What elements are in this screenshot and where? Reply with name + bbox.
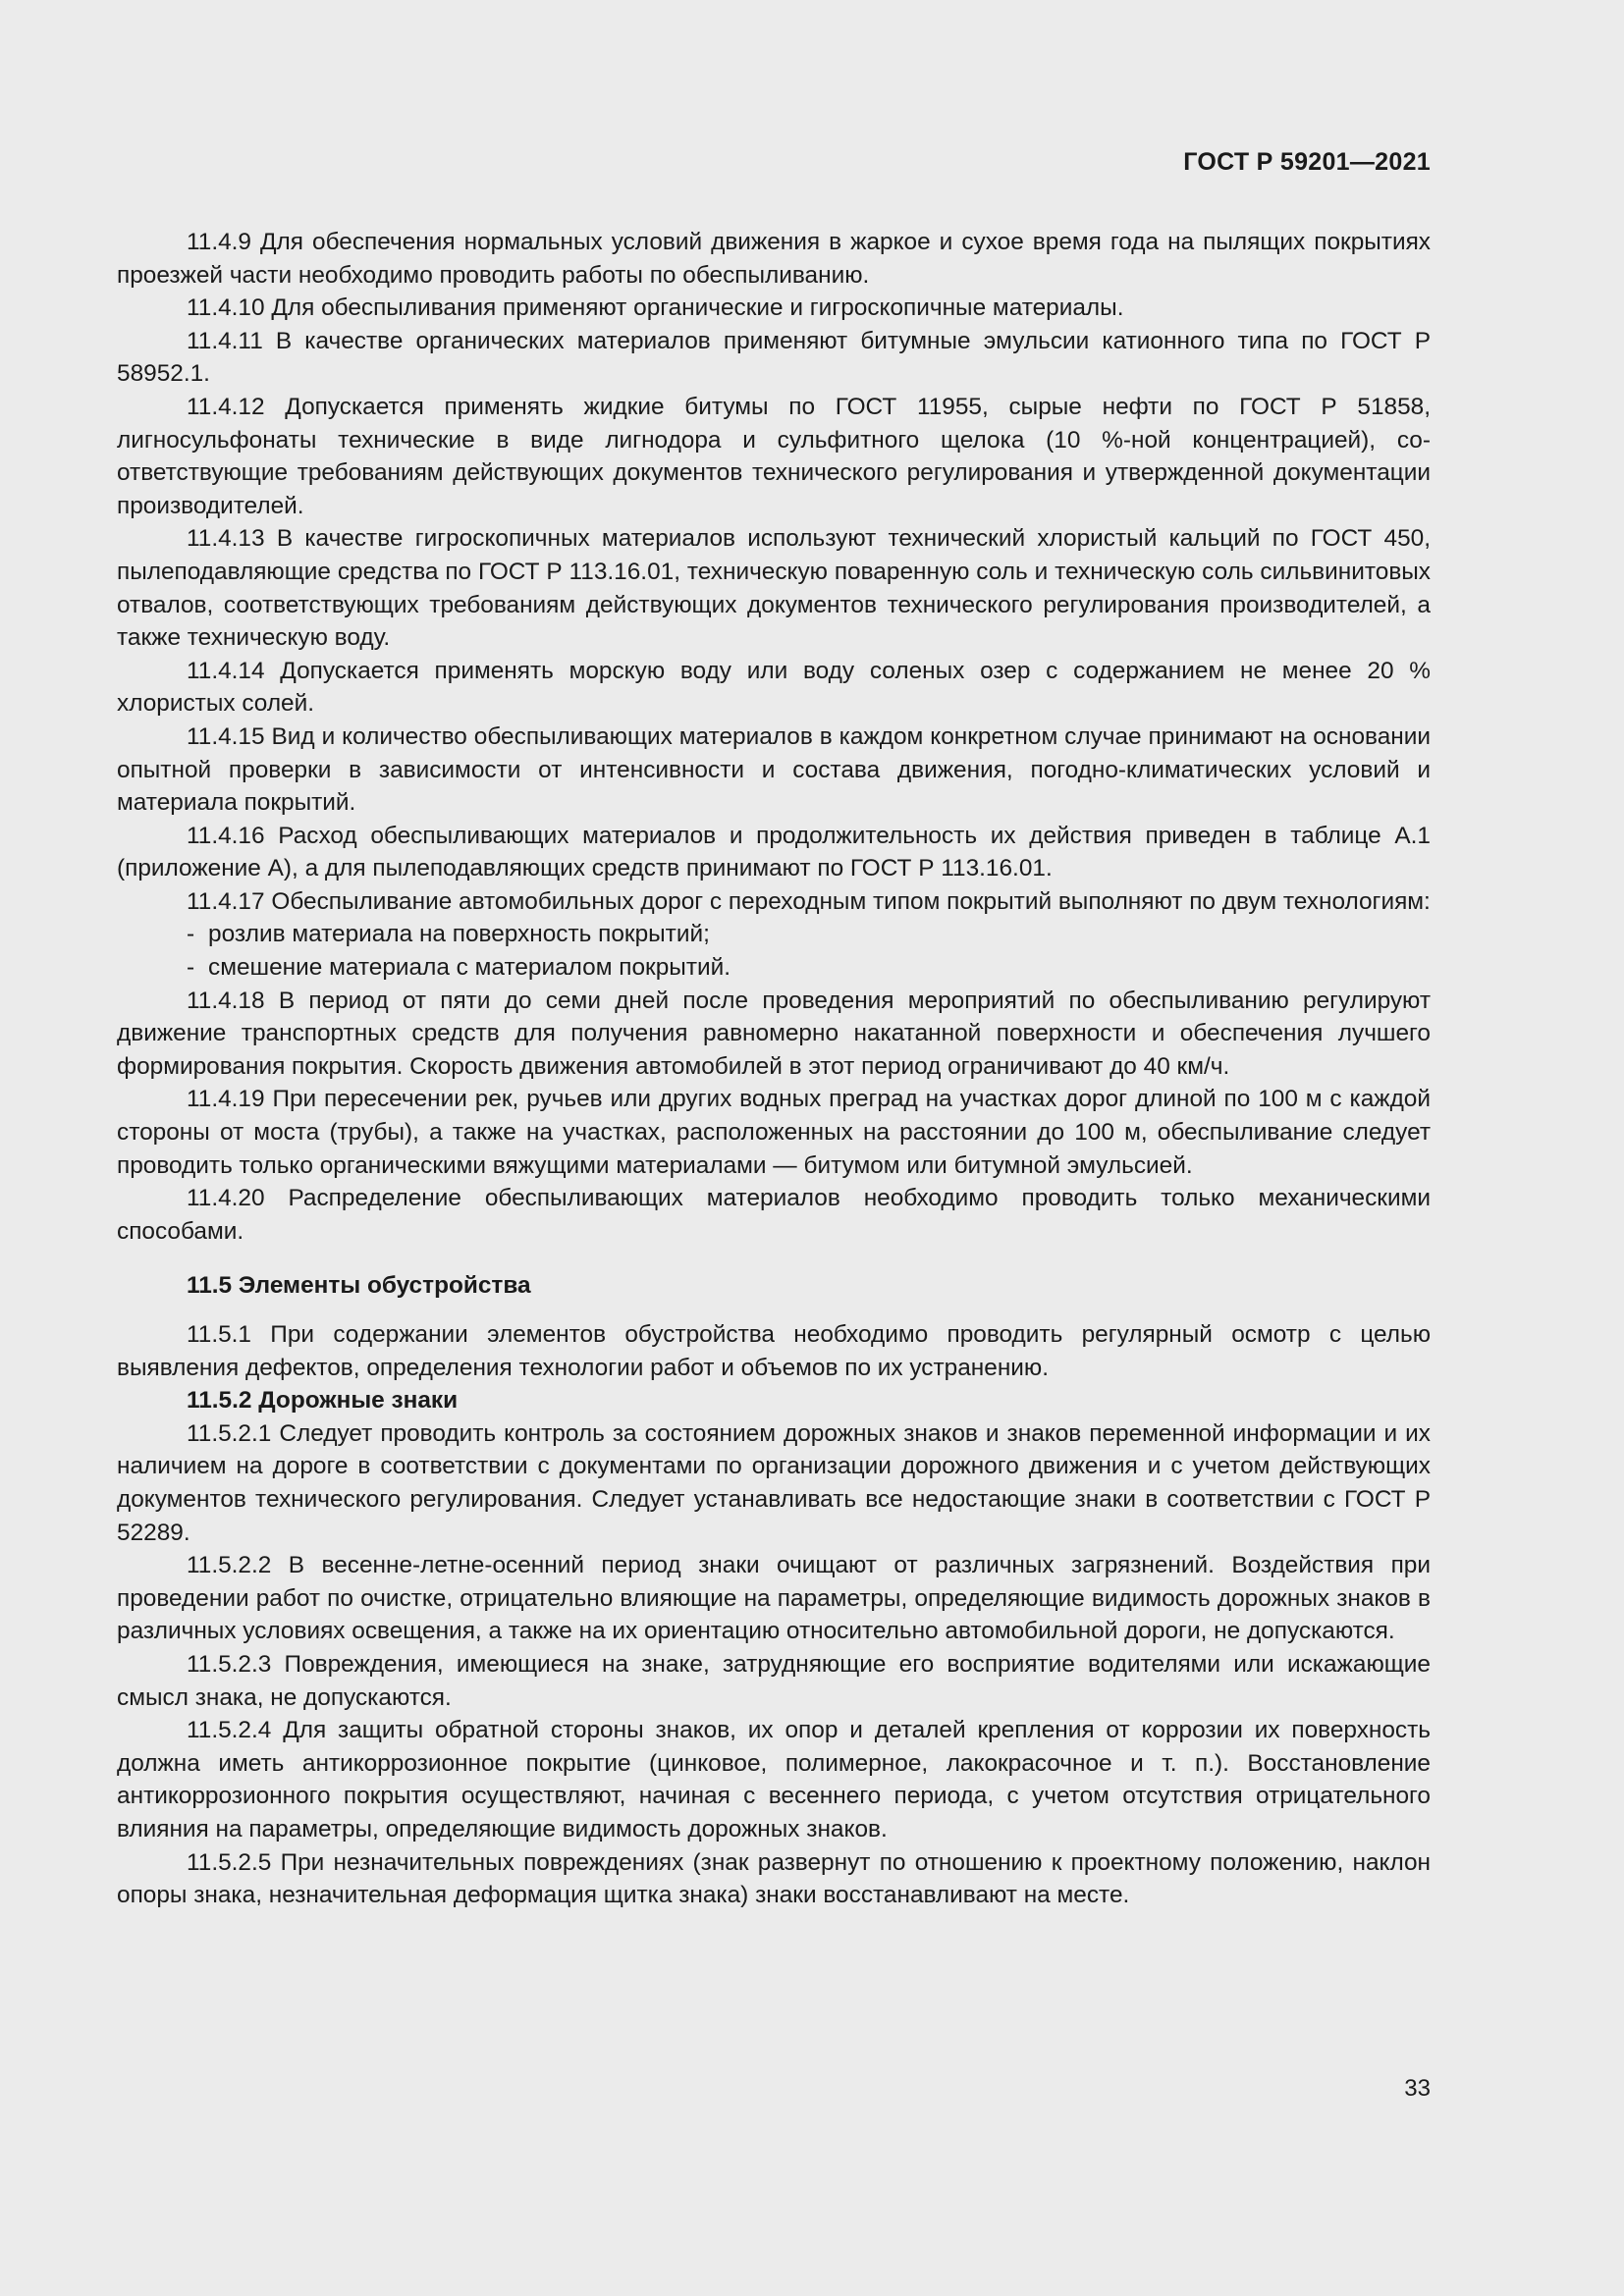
list-item-text: смешение материала с материалом покрытий. xyxy=(208,954,731,982)
list-dash: - xyxy=(187,921,195,948)
paragraph-11-4-10: 11.4.10 Для обеспыливания применяют органические и гигроскопичные материалы. xyxy=(187,294,1124,322)
list-item xyxy=(117,951,1431,985)
paragraph-11-4-20: 11.4.20 Распределение обеспыливающих материалов необходимо проводить только механическими способами. xyxy=(117,1185,1431,1245)
page-number: 33 xyxy=(1404,2075,1431,2102)
section-heading-11-5: 11.5 Элементы обустройства xyxy=(187,1272,531,1300)
list-item xyxy=(117,918,1431,951)
paragraph-11-5-2-3: 11.5.2.3 Повреждения, имеющиеся на знаке, затрудняющие его восприятие водителями или искажающие смысл знака, не допускаются. xyxy=(117,1650,1431,1711)
document-code-header: ГОСТ Р 59201—2021 xyxy=(1183,148,1431,176)
paragraph-11-4-15: 11.4.15 Вид и количество обеспыливающих материалов в каждом конкретном случае принимают на основании опытной проверки в зависимости от интенсивности и состава движения, погодно-климатических условий и материала покрытий. xyxy=(117,722,1431,817)
paragraph-11-4-13: 11.4.13 В качестве гигроскопичных материалов используют технический хлористый кальций по ГОСТ 450, пылеподавляющие средства по ГОСТ Р 113.16.01, техническую поваренную соль и техническую соль сильвинитовых отвалов, соответствующих требованиям действующих документов технического регулирования производителей, а также техническую воду. xyxy=(117,525,1431,652)
paragraph-11-4-14: 11.4.14 Допускается применять морскую воду или воду соленых озер с содержанием не менее 20 % хлористых солей. xyxy=(117,657,1431,718)
paragraph-11-4-12: 11.4.12 Допускается применять жидкие битумы по ГОСТ 11955, сырые нефти по ГОСТ Р 51858, лигносульфонаты технические в виде лигнодора и сульфитного щелока (10 %-ной концентрацией), соответствующие требованиям действующих документов технического регулирования и утвержденной документации производителей. xyxy=(117,393,1431,519)
list-dash: - xyxy=(187,954,195,982)
subsection-heading-11-5-2: 11.5.2 Дорожные знаки xyxy=(187,1387,459,1415)
paragraph-11-4-18: 11.4.18 В период от пяти до семи дней после проведения мероприятий по обеспыливанию регулируют движение транспортных средств для получения равномерно накатанной поверхности и обеспечения лучшего формирования покрытия. Скорость движения автомобилей в этот период ограничивают до 40 км/ч. xyxy=(117,987,1431,1080)
paragraph-11-4-11: 11.4.11 В качестве органических материалов применяют битумные эмульсии катионного типа по ГОСТ Р 58952.1. xyxy=(117,327,1431,388)
paragraph-11-5-2-5: 11.5.2.5 При незначительных повреждениях (знак развернут по отношению к проектному положению, наклон опоры знака, незначительная деформация щитка знака) знаки восстанавливают на месте. xyxy=(117,1848,1431,1909)
paragraph-11-4-16: 11.4.16 Расход обеспыливающих материалов и продолжительность их действия приведен в таблице А.1 (приложение А), а для пылеподавляющих средств принимают по ГОСТ Р 113.16.01. xyxy=(117,822,1431,882)
paragraph-11-4-19: 11.4.19 При пересечении рек, ручьев или других водных преград на участках дорог длиной по 100 м с каждой стороны от моста (трубы), а также на участках, расположенных на расстоянии до 100 м, обеспыливание следует проводить только органическими вяжущими материалами — битумом или битумной эмульсией. xyxy=(117,1086,1431,1179)
paragraph-11-5-2-4: 11.5.2.4 Для защиты обратной стороны знаков, их опор и деталей крепления от коррозии их поверхность должна иметь антикоррозионное покрытие (цинковое, полимерное, лакокрасочное и т. п.). Восстановление антикоррозионного покрытия осуществляют, начиная с весеннего периода, с учетом отсутствия отрицательного влияния на параметры, определяющие видимость дорожных знаков. xyxy=(117,1717,1431,1842)
list-item-text: розлив материала на поверхность покрытий; xyxy=(208,921,710,948)
paragraph-11-4-17: 11.4.17 Обеспыливание автомобильных дорог с переходным типом покрытий выполняют по двум технологиям: xyxy=(187,887,1431,915)
paragraph-11-4-9: 11.4.9 Для обеспечения нормальных условий движения в жаркое и сухое время года на пылящих покрытиях проезжей части необходимо проводить работы по обеспыливанию. xyxy=(117,229,1431,289)
page-body xyxy=(117,226,1431,1912)
paragraph-11-5-2-1: 11.5.2.1 Следует проводить контроль за состоянием дорожных знаков и знаков переменной информации и их наличием на дороге в соответствии с документами по организации дорожного движения и с учетом действующих документов технического регулирования. Следует устанавливать все недостающие знаки в соответствии с ГОСТ Р 52289. xyxy=(117,1419,1431,1546)
paragraph-11-5-2-2: 11.5.2.2 В весенне-летне-осенний период знаки очищают от различных загрязнений. Воздействия при проведении работ по очистке, отрицательно влияющие на параметры, определяющие видимость дорожных знаков в различных условиях освещения, а также на их ориентацию относительно автомобильной дороги, не допускаются. xyxy=(117,1552,1431,1645)
paragraph-11-5-1: 11.5.1 При содержании элементов обустройства необходимо проводить регулярный осмотр с целью выявления дефектов, определения технологии работ и объемов по их устранению. xyxy=(117,1321,1431,1381)
